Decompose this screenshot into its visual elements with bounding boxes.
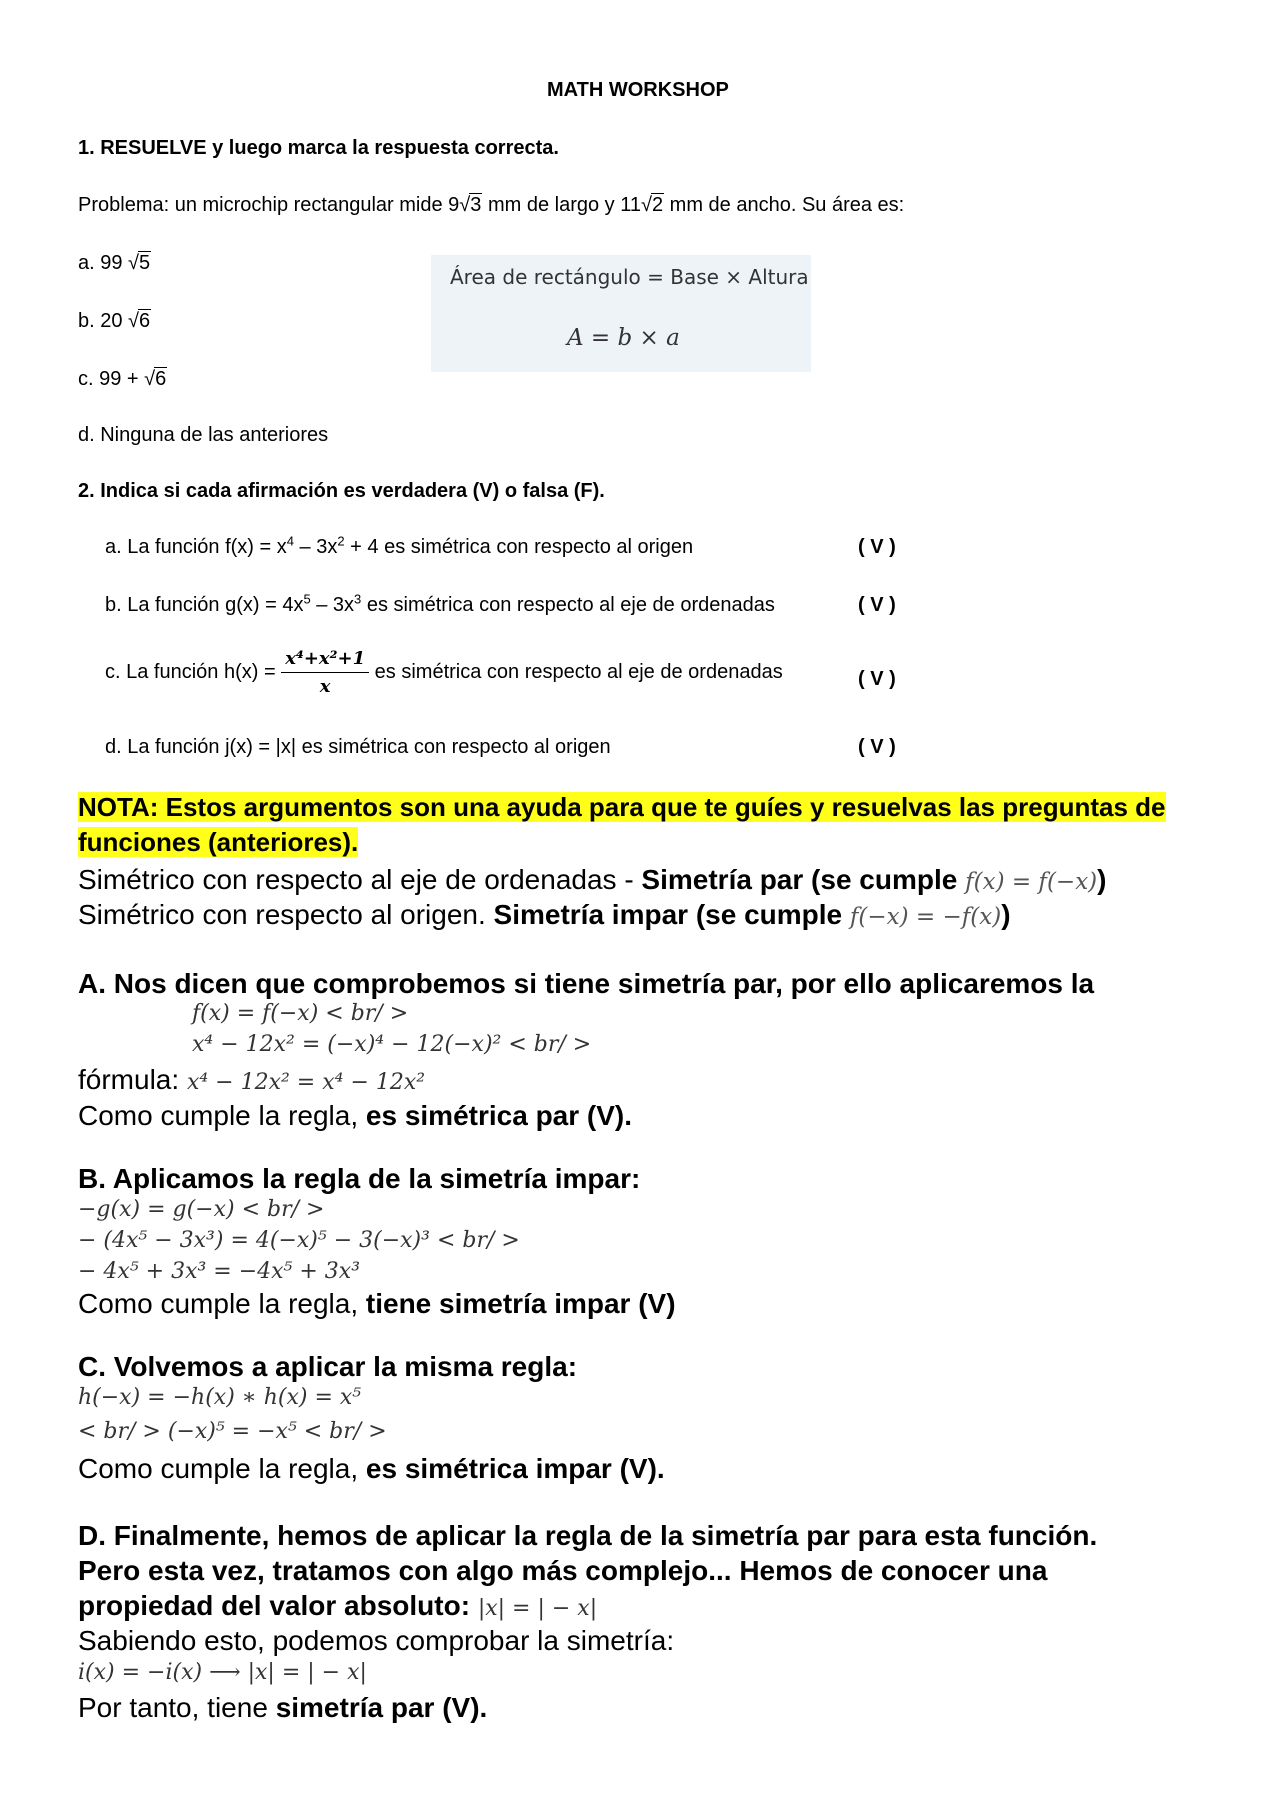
statement-a: a. La función $f(x) = x^4 - 3x^2 + 4$ es simétrica con respecto al origen [105, 533, 694, 558]
answer-d: ( V ) [858, 736, 896, 758]
note-line-2: funciones (anteriores). [78, 827, 359, 857]
statement-b: b. La función $g(x) = 4x^5 - 3x^3$ es simétrica con respecto al eje de ordenadas [105, 591, 775, 616]
section-b-math-3: − 4x⁵ + 3x³ = −4x⁵ + 3x³ [78, 1259, 361, 1284]
option-b: b. 20 √6 [78, 310, 151, 332]
section-c-math-2: < br/ > (−x)⁵ = −x⁵ < br/ > [78, 1419, 387, 1444]
option-d: d. Ninguna de las anteriores [78, 424, 329, 446]
section-a-heading: A. Nos dicen que comprobemos si tiene simetría par, por ello aplicaremos la [78, 968, 1095, 999]
section-a-conclusion: Como cumple la regla, es simétrica par (V). [78, 1100, 633, 1131]
section-a-math-2: x⁴ − 12x² = (−x)⁴ − 12(−x)² < br/ > [192, 1032, 592, 1057]
section-c-heading: C. Volvemos a aplicar la misma regla: [78, 1351, 578, 1382]
formula-equation: A = b × a [567, 325, 680, 351]
formula-caption: Área de rectángulo = Base × Altura [450, 265, 809, 289]
section-a-formula-line: fórmula: x⁴ − 12x² = x⁴ − 12x² [78, 1064, 426, 1095]
section-d-heading-1: D. Finalmente, hemos de aplicar la regla de la simetría par para esta función. [78, 1520, 1098, 1551]
even-symmetry-rule: Simétrico con respecto al eje de ordenadas - Simetría par (se cumple f(x) = f(−x)) [78, 864, 1107, 895]
section-d-heading-3: propiedad del valor absoluto: |x| = | − x| [78, 1590, 598, 1621]
section-c-math-1: h(−x) = −h(x) ∗ h(x) = x⁵ [78, 1385, 362, 1410]
answer-a: ( V ) [858, 536, 896, 558]
question-1-problem: Problema: un microchip rectangular mide 9√3 mm de largo y 11√2 mm de ancho. Su área es: [78, 194, 905, 216]
question-1-heading: 1. RESUELVE y luego marca la respuesta correcta. [78, 137, 559, 159]
odd-symmetry-rule: Simétrico con respecto al origen. Simetría impar (se cumple f(−x) = −f(x)) [78, 899, 1011, 930]
formula-box [431, 255, 811, 372]
page-title: MATH WORKSHOP [547, 79, 729, 101]
section-a-math-1: f(x) = f(−x) < br/ > [192, 1001, 409, 1026]
answer-b: ( V ) [858, 594, 896, 616]
statement-d: d. La función j(x) = |x| es simétrica con respecto al origen [105, 736, 611, 758]
section-b-math-1: −g(x) = g(−x) < br/ > [78, 1197, 325, 1222]
section-d-math-1: i(x) = −i(x) ⟶ |x| = | − x| [78, 1660, 367, 1685]
section-c-conclusion: Como cumple la regla, es simétrica impar (V). [78, 1453, 665, 1484]
statement-c: c. La función h(x) = $\frac{\text{x⁴+x²+1}}{x}$ es simétrica con respecto al eje de ordenadas [105, 648, 783, 697]
question-2-heading: 2. Indica si cada afirmación es verdadera (V) o falsa (F). [78, 480, 605, 502]
section-b-math-2: − (4x⁵ − 3x³) = 4(−x)⁵ − 3(−x)³ < br/ > [78, 1228, 520, 1253]
option-c: c. 99 + √6 [78, 368, 167, 390]
section-b-conclusion: Como cumple la regla, tiene simetría impar (V) [78, 1288, 676, 1319]
answer-c: ( V ) [858, 668, 896, 690]
section-d-line-1: Sabiendo esto, podemos comprobar la simetría: [78, 1625, 675, 1656]
note-line-1: NOTA: Estos argumentos son una ayuda para que te guíes y resuelvas las preguntas de [78, 792, 1166, 822]
option-a: a. 99 √5 [78, 252, 151, 274]
section-d-heading-2: Pero esta vez, tratamos con algo más complejo... Hemos de conocer una [78, 1555, 1048, 1586]
section-d-conclusion: Por tanto, tiene simetría par (V). [78, 1692, 488, 1723]
section-b-heading: B. Aplicamos la regla de la simetría impar: [78, 1163, 641, 1194]
fraction: $\frac{\text{x⁴+x²+1}}{x}$ [281, 648, 369, 697]
